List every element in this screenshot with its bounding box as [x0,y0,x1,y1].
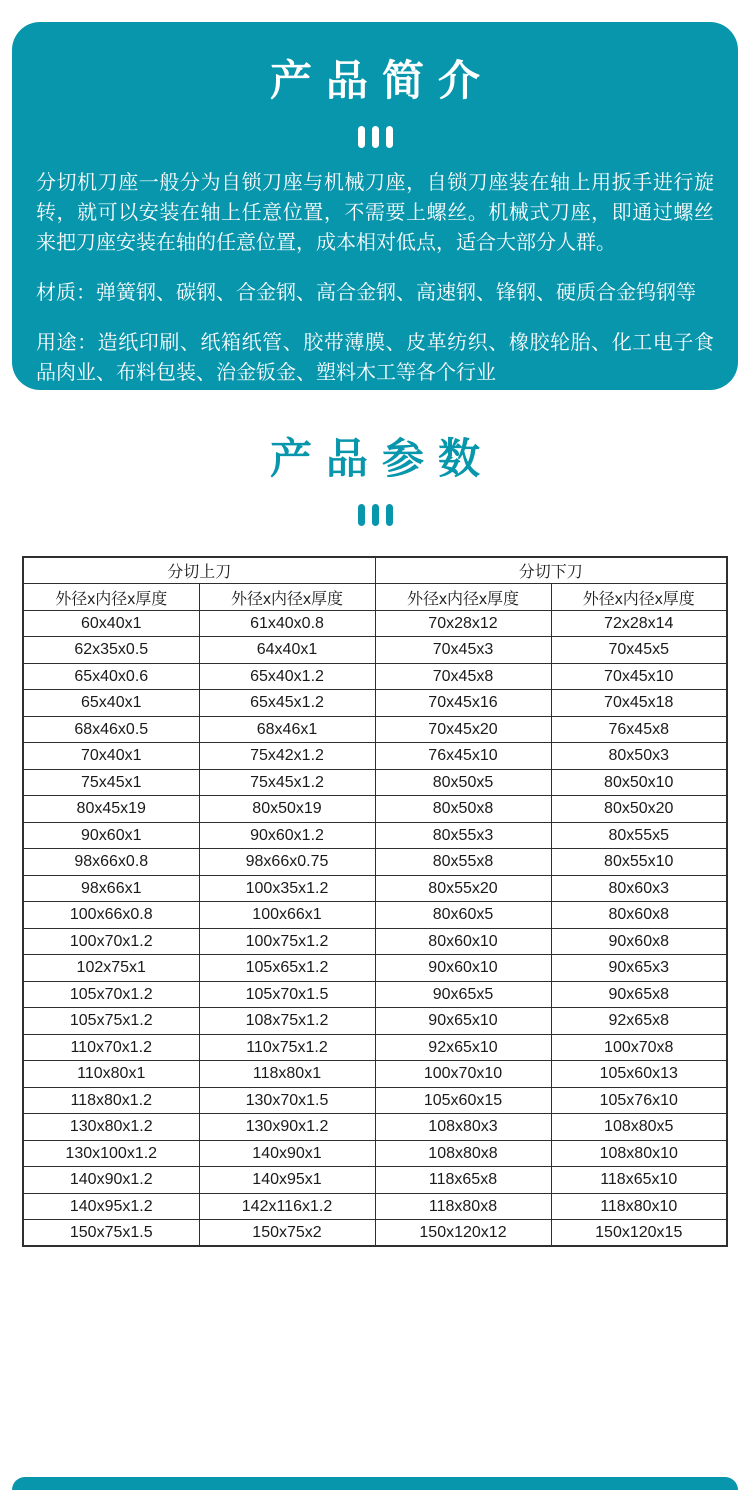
table-cell: 130x100x1.2 [23,1140,199,1167]
table-cell: 108x80x5 [551,1114,727,1141]
spec-table [22,556,728,1247]
table-cell: 80x50x19 [199,796,375,823]
table-cell: 100x70x10 [375,1061,551,1088]
table-cell: 90x65x3 [551,955,727,982]
table-row [23,822,727,849]
table-cell: 110x75x1.2 [199,1034,375,1061]
table-cell: 98x66x0.8 [23,849,199,876]
table-cell: 75x45x1.2 [199,769,375,796]
table-cell: 118x80x1 [199,1061,375,1088]
table-cell: 70x45x20 [375,716,551,743]
table-cell: 90x65x5 [375,981,551,1008]
table-cell: 150x75x2 [199,1220,375,1247]
table-row [23,796,727,823]
table-cell: 80x50x8 [375,796,551,823]
table-cell: 108x80x10 [551,1140,727,1167]
table-cell: 118x80x1.2 [23,1087,199,1114]
table-cell: 65x45x1.2 [199,690,375,717]
intro-usage: 用途：造纸印刷、纸箱纸管、胶带薄膜、皮革纺织、橡胶轮胎、化工电子食品肉业、布料包装、治金钣金、塑料木工等各个行业 [36,332,714,385]
table-cell: 80x55x10 [551,849,727,876]
table-cell: 105x75x1.2 [23,1008,199,1035]
section-divider-icon [0,504,750,526]
table-cell: 76x45x8 [551,716,727,743]
table-cell: 70x45x5 [551,637,727,664]
table-cell: 80x50x10 [551,769,727,796]
table-cell: 105x65x1.2 [199,955,375,982]
table-cell: 130x70x1.5 [199,1087,375,1114]
table-cell: 142x116x1.2 [199,1193,375,1220]
table-sub-header: 外径x内径x厚度 [375,584,551,611]
table-row [23,716,727,743]
table-cell: 110x80x1 [23,1061,199,1088]
table-row [23,663,727,690]
table-cell: 98x66x0.75 [199,849,375,876]
table-cell: 102x75x1 [23,955,199,982]
table-cell: 105x76x10 [551,1087,727,1114]
table-row [23,637,727,664]
table-cell: 65x40x0.6 [23,663,199,690]
divider-bar-icon [358,126,365,148]
divider-bar-icon [358,504,365,526]
table-cell: 105x70x1.5 [199,981,375,1008]
table-cell: 98x66x1 [23,875,199,902]
table-cell: 90x60x8 [551,928,727,955]
table-cell: 68x46x1 [199,716,375,743]
table-cell: 80x55x20 [375,875,551,902]
table-cell: 140x95x1 [199,1167,375,1194]
next-section-strip [12,1477,738,1490]
table-cell: 108x75x1.2 [199,1008,375,1035]
table-row [23,610,727,637]
table-row [23,1034,727,1061]
table-cell: 70x28x12 [375,610,551,637]
table-row [23,1087,727,1114]
table-cell: 140x95x1.2 [23,1193,199,1220]
table-cell: 150x120x12 [375,1220,551,1247]
table-cell: 108x80x8 [375,1140,551,1167]
table-row [23,875,727,902]
table-sub-header: 外径x内径x厚度 [23,584,199,611]
table-row [23,902,727,929]
table-cell: 90x60x10 [375,955,551,982]
table-row [23,743,727,770]
table-cell: 76x45x10 [375,743,551,770]
table-row [23,690,727,717]
table-cell: 105x60x13 [551,1061,727,1088]
table-cell: 80x50x5 [375,769,551,796]
table-cell: 150x120x15 [551,1220,727,1247]
table-cell: 80x50x3 [551,743,727,770]
table-group-header-row [23,557,727,584]
table-row [23,1008,727,1035]
divider-bar-icon [372,126,379,148]
table-cell: 100x66x1 [199,902,375,929]
table-sub-header: 外径x内径x厚度 [199,584,375,611]
table-row [23,849,727,876]
table-cell: 92x65x10 [375,1034,551,1061]
spec-table-head [23,557,727,610]
table-cell: 80x60x8 [551,902,727,929]
table-cell: 140x90x1.2 [23,1167,199,1194]
table-row [23,955,727,982]
table-row [23,1114,727,1141]
table-cell: 80x55x8 [375,849,551,876]
intro-title: 产品简介 [269,57,494,104]
table-cell: 90x65x10 [375,1008,551,1035]
table-cell: 90x65x8 [551,981,727,1008]
params-title: 产品参数 [269,435,494,482]
intro-section [12,22,738,390]
table-cell: 80x60x3 [551,875,727,902]
table-row [23,981,727,1008]
table-row [23,1193,727,1220]
table-cell: 80x45x19 [23,796,199,823]
table-cell: 60x40x1 [23,610,199,637]
table-cell: 70x45x8 [375,663,551,690]
table-cell: 65x40x1 [23,690,199,717]
table-cell: 105x60x15 [375,1087,551,1114]
spec-table-body [23,610,727,1246]
table-cell: 62x35x0.5 [23,637,199,664]
divider-bar-icon [386,504,393,526]
table-cell: 118x80x10 [551,1193,727,1220]
table-cell: 118x80x8 [375,1193,551,1220]
table-cell: 64x40x1 [199,637,375,664]
table-cell: 140x90x1 [199,1140,375,1167]
table-group-header: 分切下刀 [375,557,727,584]
table-cell: 75x45x1 [23,769,199,796]
table-cell: 90x60x1.2 [199,822,375,849]
table-cell: 80x60x10 [375,928,551,955]
table-cell: 68x46x0.5 [23,716,199,743]
product-detail-page [0,22,750,1247]
table-cell: 70x40x1 [23,743,199,770]
table-sub-header-row [23,584,727,611]
section-divider-icon [36,126,714,148]
table-cell: 100x66x0.8 [23,902,199,929]
intro-paragraph: 分切机刀座一般分为自锁刀座与机械刀座，自锁刀座装在轴上用扳手进行旋转，就可以安装在轴上任意位置，不需要上螺丝。机械式刀座，即通过螺丝来把刀座安装在轴的任意位置，成本相对低点，适合大部分人群。 [36,172,714,255]
table-row [23,928,727,955]
table-cell: 100x75x1.2 [199,928,375,955]
table-cell: 100x70x8 [551,1034,727,1061]
table-cell: 130x90x1.2 [199,1114,375,1141]
intro-material: 材质：弹簧钢、碳钢、合金钢、高合金钢、高速钢、锋钢、硬质合金钨钢等 [36,282,696,305]
table-cell: 90x60x1 [23,822,199,849]
table-group-header: 分切上刀 [23,557,375,584]
table-cell: 130x80x1.2 [23,1114,199,1141]
table-cell: 70x45x16 [375,690,551,717]
table-cell: 105x70x1.2 [23,981,199,1008]
divider-bar-icon [372,504,379,526]
table-sub-header: 外径x内径x厚度 [551,584,727,611]
table-cell: 70x45x18 [551,690,727,717]
table-row [23,1167,727,1194]
table-cell: 70x45x3 [375,637,551,664]
table-cell: 80x55x5 [551,822,727,849]
table-row [23,769,727,796]
table-cell: 61x40x0.8 [199,610,375,637]
table-cell: 150x75x1.5 [23,1220,199,1247]
table-cell: 92x65x8 [551,1008,727,1035]
table-cell: 100x70x1.2 [23,928,199,955]
table-cell: 65x40x1.2 [199,663,375,690]
params-section [0,434,750,1247]
divider-bar-icon [386,126,393,148]
table-cell: 118x65x8 [375,1167,551,1194]
table-cell: 100x35x1.2 [199,875,375,902]
table-row [23,1140,727,1167]
table-cell: 108x80x3 [375,1114,551,1141]
table-cell: 72x28x14 [551,610,727,637]
table-cell: 80x55x3 [375,822,551,849]
table-cell: 80x60x5 [375,902,551,929]
table-row [23,1220,727,1247]
table-cell: 118x65x10 [551,1167,727,1194]
table-cell: 110x70x1.2 [23,1034,199,1061]
table-row [23,1061,727,1088]
table-cell: 75x42x1.2 [199,743,375,770]
table-cell: 80x50x20 [551,796,727,823]
table-cell: 70x45x10 [551,663,727,690]
